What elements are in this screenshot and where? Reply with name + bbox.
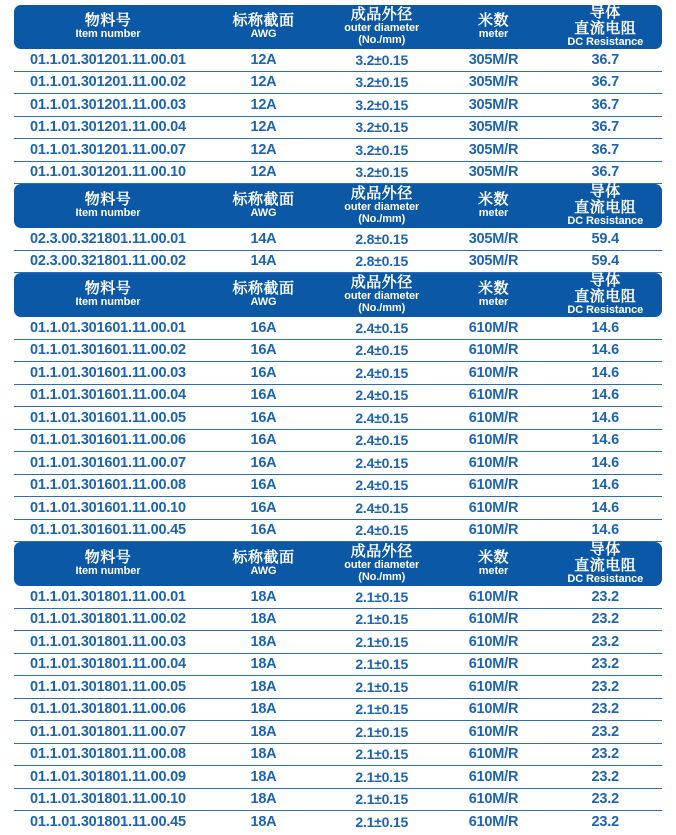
col-header-dc-resistance-line: 导体 xyxy=(589,541,621,558)
table-row xyxy=(14,362,662,385)
item-number-cell: 01.1.01.301801.11.00.10 xyxy=(30,791,186,808)
col-header-meter-line: meter xyxy=(478,296,509,309)
table-row xyxy=(14,72,662,95)
dc-resistance-cell: 14.6 xyxy=(591,499,619,516)
col-header-dc-resistance-line: 直流电阻 xyxy=(574,557,637,575)
table-row xyxy=(14,162,662,185)
table-row xyxy=(14,340,662,363)
awg-cell: 18A xyxy=(250,656,277,673)
col-header-meter-line: 米数 xyxy=(477,280,509,298)
dc-resistance-cell: 14.6 xyxy=(591,364,619,381)
outer-diameter-cell: 2.4±0.15 xyxy=(355,477,409,494)
col-header-awg-line: 标称截面 xyxy=(232,549,295,567)
awg-cell: 14A xyxy=(250,253,277,270)
item-number-cell: 01.1.01.301201.11.00.03 xyxy=(30,96,186,113)
outer-diameter-cell: 2.8±0.15 xyxy=(355,253,409,270)
col-header-dc-resistance-line: 导体 xyxy=(589,4,621,21)
meter-cell: 610M/R xyxy=(468,768,519,785)
table-row xyxy=(14,497,662,520)
dc-resistance-cell: 14.6 xyxy=(591,387,619,404)
col-header-awg xyxy=(202,281,325,309)
item-number-cell: 01.1.01.301801.11.00.09 xyxy=(30,768,186,785)
dc-resistance-cell: 36.7 xyxy=(591,74,619,91)
col-header-awg xyxy=(202,550,325,578)
col-header-item-number-line: 物料号 xyxy=(84,549,132,567)
meter-cell: 610M/R xyxy=(468,432,519,449)
dc-resistance-cell: 14.6 xyxy=(591,342,619,359)
meter-cell: 610M/R xyxy=(468,454,519,471)
meter-cell: 305M/R xyxy=(468,96,519,113)
item-number-cell: 01.1.01.301801.11.00.03 xyxy=(30,633,186,650)
col-header-outer-diameter-line: 成品外径 xyxy=(350,543,413,561)
table-header xyxy=(14,5,662,49)
table-row xyxy=(14,317,662,340)
awg-cell: 16A xyxy=(250,319,277,336)
col-header-item-number-line: 物料号 xyxy=(84,12,132,30)
outer-diameter-cell: 3.2±0.15 xyxy=(355,96,409,113)
outer-diameter-cell: 2.4±0.15 xyxy=(355,364,409,381)
col-header-meter xyxy=(438,13,548,41)
item-number-cell: 01.1.01.301601.11.00.02 xyxy=(30,342,186,359)
meter-cell: 610M/R xyxy=(468,342,519,359)
item-number-cell: 01.1.01.301801.11.00.02 xyxy=(30,611,186,628)
col-header-meter-line: meter xyxy=(478,207,509,220)
outer-diameter-cell: 2.4±0.15 xyxy=(355,499,409,516)
meter-cell: 610M/R xyxy=(468,814,519,831)
col-header-meter xyxy=(438,281,548,309)
outer-diameter-cell: 2.1±0.15 xyxy=(355,656,409,673)
col-header-outer-diameter xyxy=(325,186,438,226)
outer-diameter-cell: 2.1±0.15 xyxy=(355,611,409,628)
dc-resistance-cell: 36.7 xyxy=(591,141,619,158)
awg-cell: 18A xyxy=(250,588,277,605)
table-row xyxy=(14,811,662,834)
outer-diameter-cell: 2.1±0.15 xyxy=(355,768,409,785)
meter-cell: 610M/R xyxy=(468,499,519,516)
dc-resistance-cell: 23.2 xyxy=(591,633,619,650)
meter-cell: 305M/R xyxy=(468,74,519,91)
col-header-dc-resistance xyxy=(549,542,662,586)
col-header-item-number-line: 物料号 xyxy=(84,191,132,209)
awg-cell: 18A xyxy=(250,701,277,718)
table-row xyxy=(14,228,662,251)
table-row xyxy=(14,520,662,543)
outer-diameter-cell: 2.4±0.15 xyxy=(355,522,409,539)
meter-cell: 610M/R xyxy=(468,409,519,426)
awg-cell: 12A xyxy=(250,51,277,68)
col-header-meter-line: meter xyxy=(478,28,509,41)
awg-cell: 18A xyxy=(250,611,277,628)
item-number-cell: 01.1.01.301601.11.00.01 xyxy=(30,319,186,336)
col-header-dc-resistance-line: 导体 xyxy=(589,272,621,289)
table-row xyxy=(14,721,662,744)
table-row xyxy=(14,475,662,498)
awg-cell: 12A xyxy=(250,74,277,91)
dc-resistance-cell: 36.7 xyxy=(591,119,619,136)
meter-cell: 610M/R xyxy=(468,364,519,381)
outer-diameter-cell: 2.4±0.15 xyxy=(355,319,409,336)
dc-resistance-cell: 23.2 xyxy=(591,768,619,785)
table-section xyxy=(14,184,662,273)
meter-cell: 610M/R xyxy=(468,477,519,494)
table-header xyxy=(14,273,662,317)
dc-resistance-cell: 59.4 xyxy=(591,253,619,270)
dc-resistance-cell: 23.2 xyxy=(591,678,619,695)
col-header-item-number-line: 物料号 xyxy=(84,280,132,298)
awg-cell: 12A xyxy=(250,164,277,181)
item-number-cell: 01.1.01.301201.11.00.04 xyxy=(30,119,186,136)
item-number-cell: 01.1.01.301601.11.00.04 xyxy=(30,387,186,404)
meter-cell: 610M/R xyxy=(468,633,519,650)
dc-resistance-cell: 14.6 xyxy=(591,477,619,494)
dc-resistance-cell: 14.6 xyxy=(591,432,619,449)
awg-cell: 16A xyxy=(250,522,277,539)
awg-cell: 18A xyxy=(250,768,277,785)
col-header-outer-diameter-line: 成品外径 xyxy=(350,274,413,292)
meter-cell: 305M/R xyxy=(468,253,519,270)
item-number-cell: 01.1.01.301801.11.00.08 xyxy=(30,746,186,763)
table-row xyxy=(14,586,662,609)
item-number-cell: 01.1.01.301801.11.00.45 xyxy=(30,814,186,831)
col-header-meter xyxy=(438,550,548,578)
dc-resistance-cell: 36.7 xyxy=(591,164,619,181)
awg-cell: 16A xyxy=(250,432,277,449)
awg-cell: 16A xyxy=(250,364,277,381)
col-header-outer-diameter-line: outer diameter xyxy=(344,201,420,214)
awg-cell: 12A xyxy=(250,119,277,136)
meter-cell: 610M/R xyxy=(468,522,519,539)
item-number-cell: 01.1.01.301601.11.00.08 xyxy=(30,477,186,494)
table-row xyxy=(14,407,662,430)
item-number-cell: 01.1.01.301201.11.00.02 xyxy=(30,74,186,91)
col-header-awg-line: AWG xyxy=(250,207,277,220)
col-header-item-number-line: Item number xyxy=(75,28,141,41)
table-row xyxy=(14,139,662,162)
meter-cell: 305M/R xyxy=(468,141,519,158)
item-number-cell: 01.1.01.301201.11.00.07 xyxy=(30,141,186,158)
col-header-outer-diameter-line: 成品外径 xyxy=(350,6,413,24)
col-header-item-number-line: Item number xyxy=(75,565,141,578)
outer-diameter-cell: 3.2±0.15 xyxy=(355,51,409,68)
item-number-cell: 01.1.01.301201.11.00.10 xyxy=(30,164,186,181)
col-header-awg-line: 标称截面 xyxy=(232,12,295,30)
table-row xyxy=(14,699,662,722)
item-number-cell: 02.3.00.321801.11.00.02 xyxy=(30,253,186,270)
col-header-meter-line: 米数 xyxy=(477,549,509,567)
outer-diameter-cell: 3.2±0.15 xyxy=(355,119,409,136)
col-header-item-number xyxy=(14,550,202,578)
table-row xyxy=(14,251,662,274)
col-header-meter xyxy=(438,192,548,220)
meter-cell: 610M/R xyxy=(468,588,519,605)
item-number-cell: 01.1.01.301801.11.00.06 xyxy=(30,701,186,718)
col-header-dc-resistance-line: 直流电阻 xyxy=(574,288,637,306)
meter-cell: 305M/R xyxy=(468,119,519,136)
meter-cell: 610M/R xyxy=(468,319,519,336)
col-header-awg-line: 标称截面 xyxy=(232,191,295,209)
awg-cell: 12A xyxy=(250,141,277,158)
table-section xyxy=(14,542,662,834)
awg-cell: 12A xyxy=(250,96,277,113)
table-row xyxy=(14,766,662,789)
awg-cell: 14A xyxy=(250,230,277,247)
dc-resistance-cell: 36.7 xyxy=(591,96,619,113)
table-row xyxy=(14,744,662,767)
col-header-meter-line: meter xyxy=(478,565,509,578)
meter-cell: 610M/R xyxy=(468,656,519,673)
dc-resistance-cell: 36.7 xyxy=(591,51,619,68)
awg-cell: 16A xyxy=(250,477,277,494)
col-header-outer-diameter-line: outer diameter xyxy=(344,559,420,572)
meter-cell: 305M/R xyxy=(468,164,519,181)
awg-cell: 16A xyxy=(250,409,277,426)
col-header-dc-resistance-line: 直流电阻 xyxy=(574,20,637,38)
dc-resistance-cell: 23.2 xyxy=(591,611,619,628)
item-number-cell: 01.1.01.301601.11.00.45 xyxy=(30,522,186,539)
col-header-outer-diameter xyxy=(325,544,438,584)
outer-diameter-cell: 2.1±0.15 xyxy=(355,723,409,740)
col-header-item-number-line: Item number xyxy=(75,296,141,309)
dc-resistance-cell: 14.6 xyxy=(591,409,619,426)
col-header-awg-line: AWG xyxy=(250,296,277,309)
dc-resistance-cell: 23.2 xyxy=(591,814,619,831)
col-header-outer-diameter-line: outer diameter xyxy=(344,22,420,35)
outer-diameter-cell: 2.1±0.15 xyxy=(355,746,409,763)
dc-resistance-cell: 23.2 xyxy=(591,656,619,673)
awg-cell: 18A xyxy=(250,723,277,740)
item-number-cell: 01.1.01.301601.11.00.05 xyxy=(30,409,186,426)
col-header-outer-diameter-line: (No./mm) xyxy=(358,213,406,226)
table-row xyxy=(14,609,662,632)
col-header-item-number-line: Item number xyxy=(75,207,141,220)
col-header-outer-diameter-line: (No./mm) xyxy=(358,34,406,47)
table-row xyxy=(14,49,662,72)
outer-diameter-cell: 2.1±0.15 xyxy=(355,633,409,650)
meter-cell: 610M/R xyxy=(468,791,519,808)
col-header-dc-resistance-line: DC Resistance xyxy=(567,36,644,49)
table-row xyxy=(14,385,662,408)
dc-resistance-cell: 14.6 xyxy=(591,454,619,471)
item-number-cell: 01.1.01.301601.11.00.10 xyxy=(30,499,186,516)
col-header-outer-diameter-line: (No./mm) xyxy=(358,302,406,315)
col-header-awg-line: AWG xyxy=(250,28,277,41)
col-header-outer-diameter-line: outer diameter xyxy=(344,290,420,303)
item-number-cell: 01.1.01.301601.11.00.06 xyxy=(30,432,186,449)
awg-cell: 18A xyxy=(250,791,277,808)
dc-resistance-cell: 14.6 xyxy=(591,522,619,539)
item-number-cell: 02.3.00.321801.11.00.01 xyxy=(30,230,186,247)
item-number-cell: 01.1.01.301801.11.00.07 xyxy=(30,723,186,740)
outer-diameter-cell: 2.4±0.15 xyxy=(355,432,409,449)
outer-diameter-cell: 2.4±0.15 xyxy=(355,454,409,471)
col-header-awg-line: AWG xyxy=(250,565,277,578)
dc-resistance-cell: 23.2 xyxy=(591,701,619,718)
dc-resistance-cell: 23.2 xyxy=(591,723,619,740)
col-header-item-number xyxy=(14,192,202,220)
table-row xyxy=(14,789,662,812)
col-header-dc-resistance-line: 直流电阻 xyxy=(574,199,637,217)
item-number-cell: 01.1.01.301801.11.00.05 xyxy=(30,678,186,695)
awg-cell: 18A xyxy=(250,746,277,763)
outer-diameter-cell: 2.1±0.15 xyxy=(355,701,409,718)
col-header-awg xyxy=(202,192,325,220)
col-header-outer-diameter xyxy=(325,7,438,47)
dc-resistance-cell: 59.4 xyxy=(591,230,619,247)
outer-diameter-cell: 2.1±0.15 xyxy=(355,678,409,695)
table-section xyxy=(14,273,662,542)
awg-cell: 18A xyxy=(250,633,277,650)
table-row xyxy=(14,94,662,117)
awg-cell: 16A xyxy=(250,387,277,404)
table-row xyxy=(14,117,662,140)
table-row xyxy=(14,676,662,699)
col-header-dc-resistance xyxy=(549,273,662,317)
meter-cell: 305M/R xyxy=(468,230,519,247)
meter-cell: 610M/R xyxy=(468,701,519,718)
col-header-dc-resistance-line: DC Resistance xyxy=(567,215,644,228)
outer-diameter-cell: 2.8±0.15 xyxy=(355,230,409,247)
item-number-cell: 01.1.01.301601.11.00.07 xyxy=(30,454,186,471)
col-header-dc-resistance xyxy=(549,184,662,228)
table-row xyxy=(14,631,662,654)
outer-diameter-cell: 3.2±0.15 xyxy=(355,74,409,91)
col-header-awg xyxy=(202,13,325,41)
dc-resistance-cell: 23.2 xyxy=(591,791,619,808)
col-header-dc-resistance-line: DC Resistance xyxy=(567,573,644,586)
meter-cell: 305M/R xyxy=(468,51,519,68)
outer-diameter-cell: 2.4±0.15 xyxy=(355,342,409,359)
col-header-outer-diameter-line: (No./mm) xyxy=(358,571,406,584)
outer-diameter-cell: 2.1±0.15 xyxy=(355,814,409,831)
spec-table xyxy=(14,5,662,834)
awg-cell: 16A xyxy=(250,499,277,516)
meter-cell: 610M/R xyxy=(468,746,519,763)
outer-diameter-cell: 2.4±0.15 xyxy=(355,409,409,426)
col-header-dc-resistance-line: DC Resistance xyxy=(567,304,644,317)
col-header-dc-resistance-line: 导体 xyxy=(589,183,621,200)
outer-diameter-cell: 2.1±0.15 xyxy=(355,588,409,605)
item-number-cell: 01.1.01.301801.11.00.01 xyxy=(30,588,186,605)
item-number-cell: 01.1.01.301801.11.00.04 xyxy=(30,656,186,673)
item-number-cell: 01.1.01.301201.11.00.01 xyxy=(30,51,186,68)
awg-cell: 18A xyxy=(250,678,277,695)
col-header-dc-resistance xyxy=(549,5,662,49)
dc-resistance-cell: 14.6 xyxy=(591,319,619,336)
col-header-awg-line: 标称截面 xyxy=(232,280,295,298)
table-row xyxy=(14,654,662,677)
col-header-outer-diameter xyxy=(325,275,438,315)
outer-diameter-cell: 3.2±0.15 xyxy=(355,141,409,158)
dc-resistance-cell: 23.2 xyxy=(591,588,619,605)
table-row xyxy=(14,452,662,475)
awg-cell: 18A xyxy=(250,814,277,831)
awg-cell: 16A xyxy=(250,342,277,359)
table-header xyxy=(14,184,662,228)
table-row xyxy=(14,430,662,453)
col-header-item-number xyxy=(14,13,202,41)
outer-diameter-cell: 3.2±0.15 xyxy=(355,164,409,181)
dc-resistance-cell: 23.2 xyxy=(591,746,619,763)
col-header-item-number xyxy=(14,281,202,309)
outer-diameter-cell: 2.1±0.15 xyxy=(355,791,409,808)
col-header-meter-line: 米数 xyxy=(477,191,509,209)
col-header-outer-diameter-line: 成品外径 xyxy=(350,185,413,203)
outer-diameter-cell: 2.4±0.15 xyxy=(355,387,409,404)
table-section xyxy=(14,5,662,184)
col-header-meter-line: 米数 xyxy=(477,12,509,30)
meter-cell: 610M/R xyxy=(468,611,519,628)
meter-cell: 610M/R xyxy=(468,387,519,404)
meter-cell: 610M/R xyxy=(468,723,519,740)
item-number-cell: 01.1.01.301601.11.00.03 xyxy=(30,364,186,381)
meter-cell: 610M/R xyxy=(468,678,519,695)
awg-cell: 16A xyxy=(250,454,277,471)
table-header xyxy=(14,542,662,586)
